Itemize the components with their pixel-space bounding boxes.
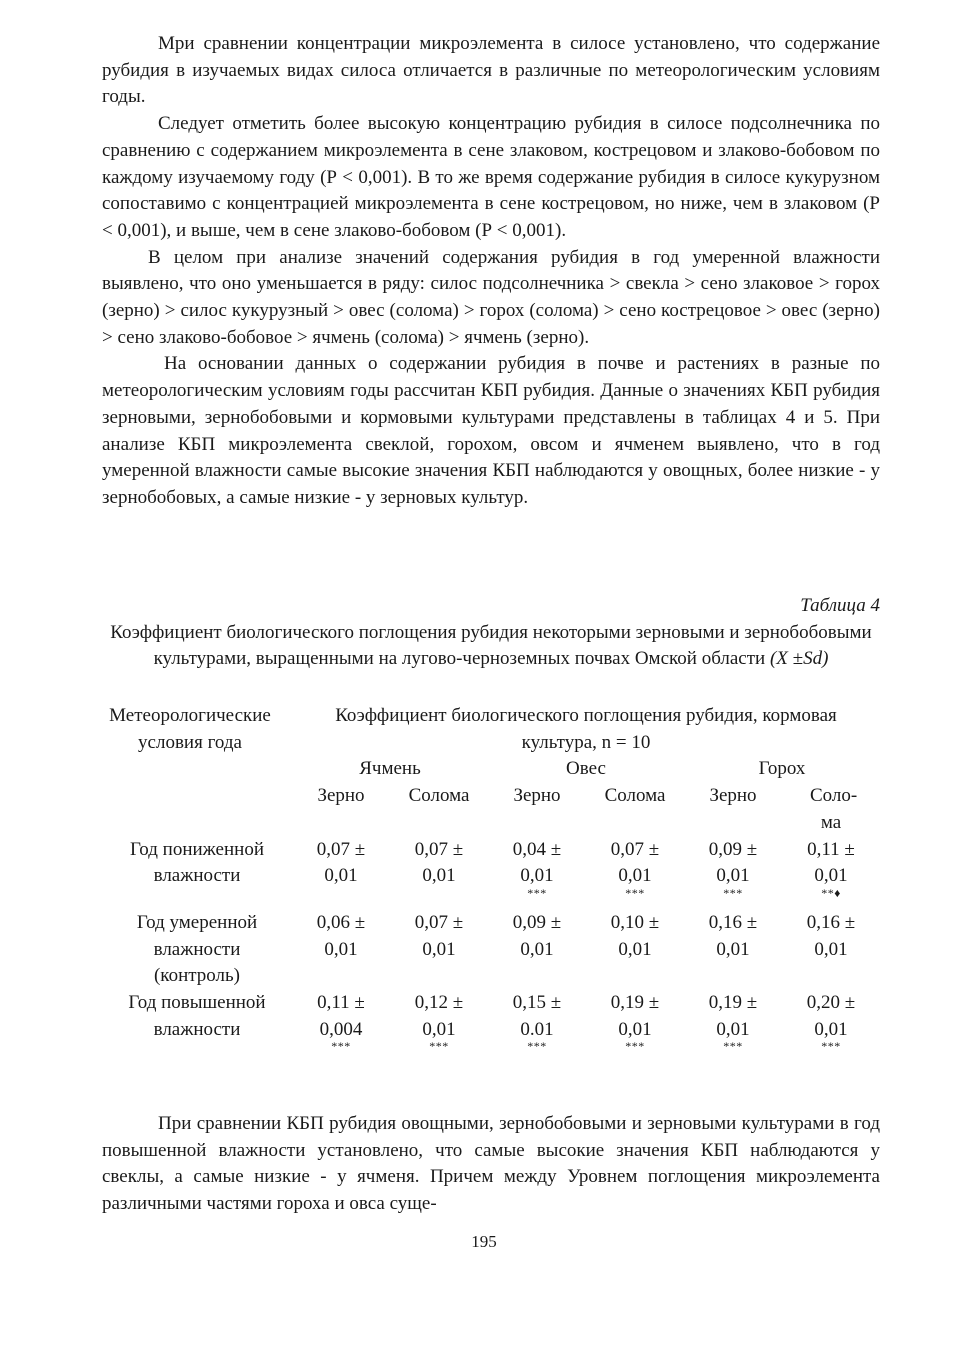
page-number: 195 (471, 1232, 497, 1251)
value-cell: 0,19 ± 0,01 *** (586, 990, 684, 1055)
significance-mark (292, 890, 390, 898)
part-header: Зерно (709, 785, 757, 807)
paragraph-1: Мри сравнении концентрации микроэлемента в силосе установлено, что содержание рубидия в изучаемых видах силоса отличается в различные по метеорологическим условиям годы. (102, 33, 880, 108)
significance-mark: *** (331, 1039, 351, 1054)
paragraph-4: На основании данных о содержании рубидия в почве и растениях в разные по метеорологическим условиям годы рассчитан КБП рубидия. Данные о значениях КБП рубидия зерновыми, зернобобовыми и кормовыми культурами представлены в таблицах 4 и 5. При анализе КБП микроэлемента свеклой, горохом, овсом и ячменем выявлено, что в год умеренной влажности самые высокие значения КБП наблюдаются у овощных, более низкие - у зернобобовых, а самые низкие - у зерновых культур. (102, 353, 880, 508)
table-caption (102, 593, 880, 673)
main-header: Коэффициент биологического поглощения рубидия, кормовая культура, n = 10 (335, 705, 837, 753)
part-header: Соло-ма (810, 785, 858, 833)
value-cell: 0,10 ± 0,01 (610, 911, 660, 960)
value-cell: 0,19 ± 0,01 *** (684, 990, 782, 1055)
significance-mark: *** (527, 885, 547, 900)
value-cell: 0,12 ± 0,01 *** (390, 990, 488, 1055)
stub-header: Метеорологические условия года (109, 705, 271, 753)
part-header: Зерно (513, 785, 561, 807)
value-cell: 0,07 ± 0,01 (390, 837, 488, 902)
table-title-notation: (X ±Sd) (769, 648, 829, 670)
body-text-top (102, 31, 880, 512)
part-header: Солома (604, 785, 666, 807)
table-row (102, 910, 880, 990)
significance-mark: *** (625, 885, 645, 900)
paragraph-5: При сравнении КБП рубидия овощными, зернобобовыми и зерновыми культурами в год повышенной влажности установлено, что самые высокие значения КБП наблюдаются у свеклы, а самые низкие - у ячменя. Причем между Уровнем поглощения микроэлемента различными частями гороха и овса суще- (102, 1113, 880, 1215)
value-cell: 0,04 ± 0,01 *** (488, 837, 586, 902)
row-label: Год пониженной влажности (129, 838, 264, 887)
value-cell: 0,11 ± 0,004 *** (292, 990, 390, 1055)
part-header: Солома (408, 785, 470, 807)
table-title (102, 620, 880, 673)
row-label: Год умеренной влажности (контроль) (136, 911, 258, 987)
value-cell: 0,15 ± 0.01 *** (488, 990, 586, 1055)
body-text-bottom (102, 1111, 880, 1218)
table-title-text: Коэффициент биологического поглощения рубидия некоторыми зерновыми и зернобобовыми культурами, выращенными на лугово-черноземных почвах Омской области (110, 621, 872, 670)
value-cell: 0,11 ± 0,01 **♦ (782, 837, 880, 902)
table-header-row-1 (102, 703, 880, 756)
paragraph-3: В целом при анализе значений содержания рубидия в год умеренной влажности выявлено, что оно уменьшается в ряду: силос подсолнечника > свекла > сено злаковое > горох (зерно) > силос кукурузный > овес (солома) > горох (солома) > сено кострецовое > овес (зерно) > сено злаково-бобовое > ячмень (солома) > ячмень (зерно). (102, 246, 880, 348)
paragraph-2: Следует отметить более высокую концентрацию рубидия в силосе подсолнечника по сравнению с содержанием микроэлемента в сене злаковом, кострецовом и злаково-бобовом по каждому изучаемому году (Р < 0,001). В то же время содержание рубидия в силосе кукурузном сопоставимо с концентрацией микроэлемента в сене кострецовом, но ниже, чем в злаковом (Р < 0,001), и выше, чем в сене злаково-бобовом (Р < 0,001). (102, 113, 880, 241)
value-cell: 0,20 ± 0,01 *** (782, 990, 880, 1055)
significance-mark: *** (625, 1039, 645, 1054)
significance-mark (390, 890, 488, 898)
table-label: Таблица 4 (800, 595, 880, 616)
data-table (102, 703, 880, 1055)
significance-mark: *** (723, 1039, 743, 1054)
value-cell: 0,16 ± 0,01 (708, 911, 758, 960)
crop-header: Овес (566, 758, 606, 780)
value-cell: 0,16 ± 0,01 (806, 911, 856, 960)
significance-mark: *** (527, 1039, 547, 1054)
value-cell: 0,09 ± 0,01 *** (684, 837, 782, 902)
table-row (102, 837, 880, 902)
value-cell: 0,06 ± 0,01 (316, 911, 366, 960)
crop-header: Горох (758, 758, 806, 780)
crop-header: Ячмень (359, 758, 421, 780)
part-header: Зерно (317, 785, 365, 807)
significance-mark: **♦ (821, 885, 841, 900)
value-cell: 0,09 ± 0,01 (512, 911, 562, 960)
value-cell: 0,07 ± 0,01 (414, 911, 464, 960)
value-cell: 0,07 ± 0,01 (292, 837, 390, 902)
row-label: Год повышенной влажности (128, 992, 266, 1040)
significance-mark: *** (821, 1039, 841, 1054)
significance-mark: *** (723, 885, 743, 900)
value-cell: 0,07 ± 0,01 *** (586, 837, 684, 902)
table-row (102, 990, 880, 1055)
significance-mark: *** (429, 1039, 449, 1054)
